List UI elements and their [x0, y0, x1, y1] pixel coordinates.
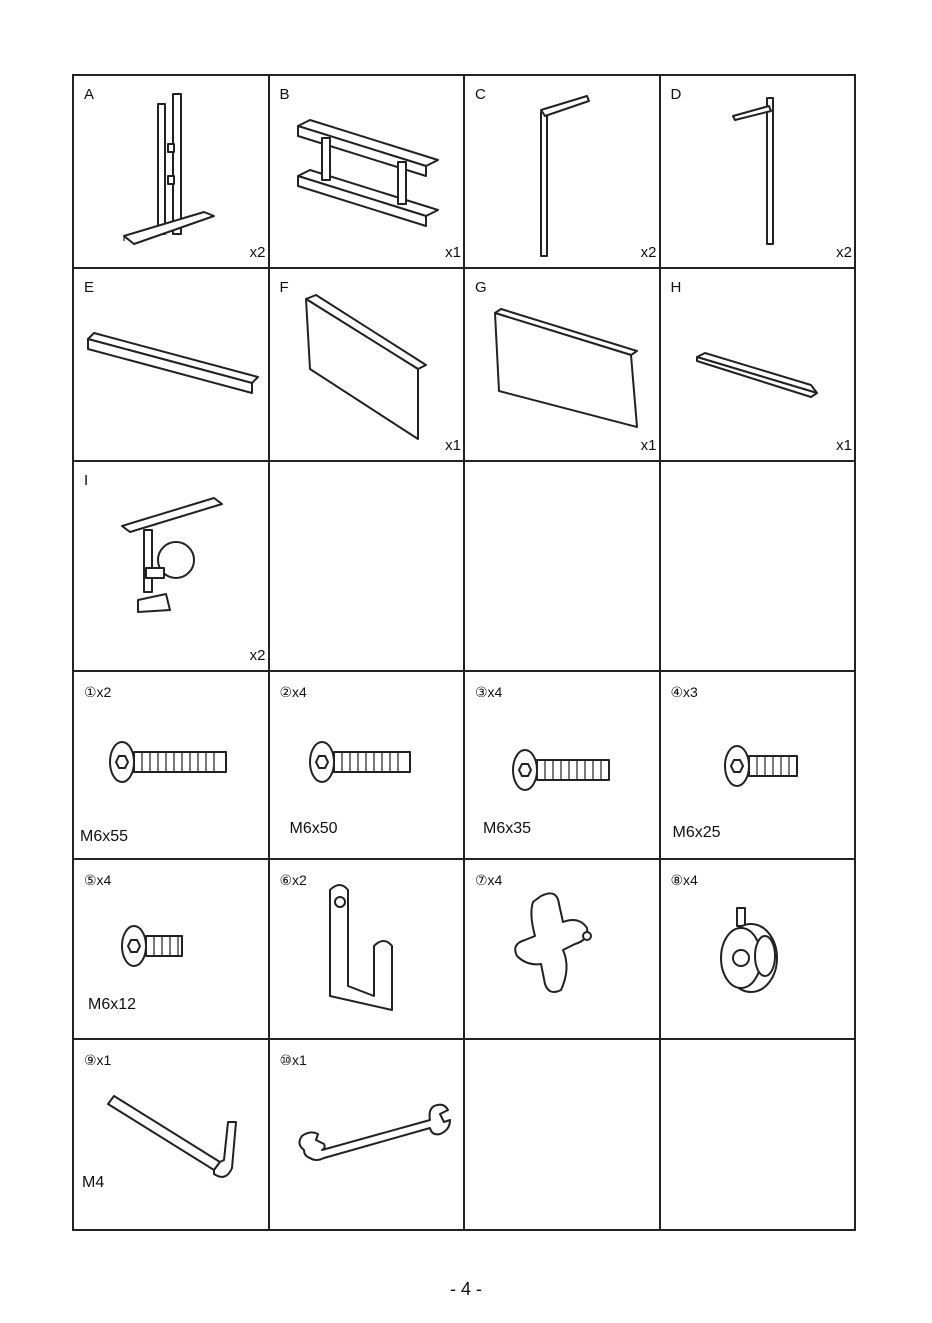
panel-qty: x1	[445, 244, 461, 261]
channel-beam-icon	[74, 269, 270, 462]
panel-label: E	[84, 279, 95, 296]
panel-h	[661, 269, 857, 462]
hardware-size: M4	[82, 1174, 105, 1191]
hardware-size: M6x50	[289, 820, 338, 837]
hardware-label: ⑦x4	[475, 872, 503, 888]
panel-label: C	[475, 86, 486, 103]
panel-b	[270, 76, 466, 269]
panel-label: B	[279, 86, 290, 103]
panel-label: I	[84, 472, 89, 489]
panel-label: H	[670, 279, 682, 296]
parts-grid	[72, 74, 856, 1231]
hook-bracket-icon	[270, 860, 466, 1040]
page-number: - 4 -	[449, 1279, 482, 1299]
panel-i	[74, 462, 270, 672]
panel-label: A	[84, 86, 95, 103]
panel-qty: x2	[249, 647, 266, 664]
panel-qty: x2	[249, 244, 266, 261]
hardware-size: M6x25	[672, 824, 721, 841]
star-knob-icon	[465, 860, 661, 1040]
panel-label: F	[279, 279, 289, 296]
board-panel-icon	[465, 269, 661, 462]
hardware-size: M6x35	[483, 820, 532, 837]
ladder-frame-icon	[270, 76, 466, 269]
hardware-4	[661, 672, 857, 860]
hardware-label: ②x4	[279, 684, 307, 700]
empty-cell	[661, 462, 857, 672]
panel-qty: x2	[640, 244, 657, 261]
panel-qty: x2	[836, 244, 852, 261]
panel-a	[74, 76, 270, 269]
hardware-8	[661, 860, 857, 1040]
allen-key-icon	[74, 1040, 270, 1231]
slat-icon	[661, 269, 857, 462]
hardware-label: ⑤x4	[84, 872, 112, 888]
hardware-5	[74, 860, 270, 1040]
panel-e	[74, 269, 270, 462]
hardware-1	[74, 672, 270, 860]
hardware-label: ⑩x1	[279, 1052, 307, 1068]
hardware-size: M6x55	[80, 828, 129, 845]
empty-cell	[661, 1040, 857, 1231]
l-rod-icon	[465, 76, 661, 269]
panel-qty: x1	[640, 437, 657, 454]
parts-sheet	[72, 74, 856, 1230]
clamp-bracket-icon	[74, 462, 270, 672]
empty-cell	[465, 462, 661, 672]
hardware-label: ④x3	[670, 684, 698, 700]
desk-leg-frame-icon	[74, 76, 270, 269]
panel-d	[661, 76, 857, 269]
hardware-size: M6x12	[88, 996, 137, 1013]
panel-label: G	[475, 279, 487, 296]
hardware-label: ③x4	[475, 684, 503, 700]
panel-qty: x1	[836, 437, 852, 454]
empty-cell	[465, 1040, 661, 1231]
wrench-icon	[270, 1040, 466, 1231]
hardware-label: ①x2	[84, 684, 112, 700]
empty-cell	[270, 462, 466, 672]
hardware-10	[270, 1040, 466, 1231]
hardware-label: ⑧x4	[670, 872, 698, 888]
panel-f	[270, 269, 466, 462]
hardware-label: ⑥x2	[279, 872, 307, 888]
hardware-2	[270, 672, 466, 860]
hardware-6	[270, 860, 466, 1040]
hardware-7	[465, 860, 661, 1040]
panel-qty: x1	[445, 437, 461, 454]
panel-label: D	[670, 86, 682, 103]
hardware-3	[465, 672, 661, 860]
caster-wheel-icon	[661, 860, 857, 1040]
hardware-9	[74, 1040, 270, 1231]
l-rod-short-icon	[661, 76, 857, 269]
hardware-label: ⑨x1	[84, 1052, 112, 1068]
panel-c	[465, 76, 661, 269]
panel-g	[465, 269, 661, 462]
desk-panel-icon	[270, 269, 466, 462]
